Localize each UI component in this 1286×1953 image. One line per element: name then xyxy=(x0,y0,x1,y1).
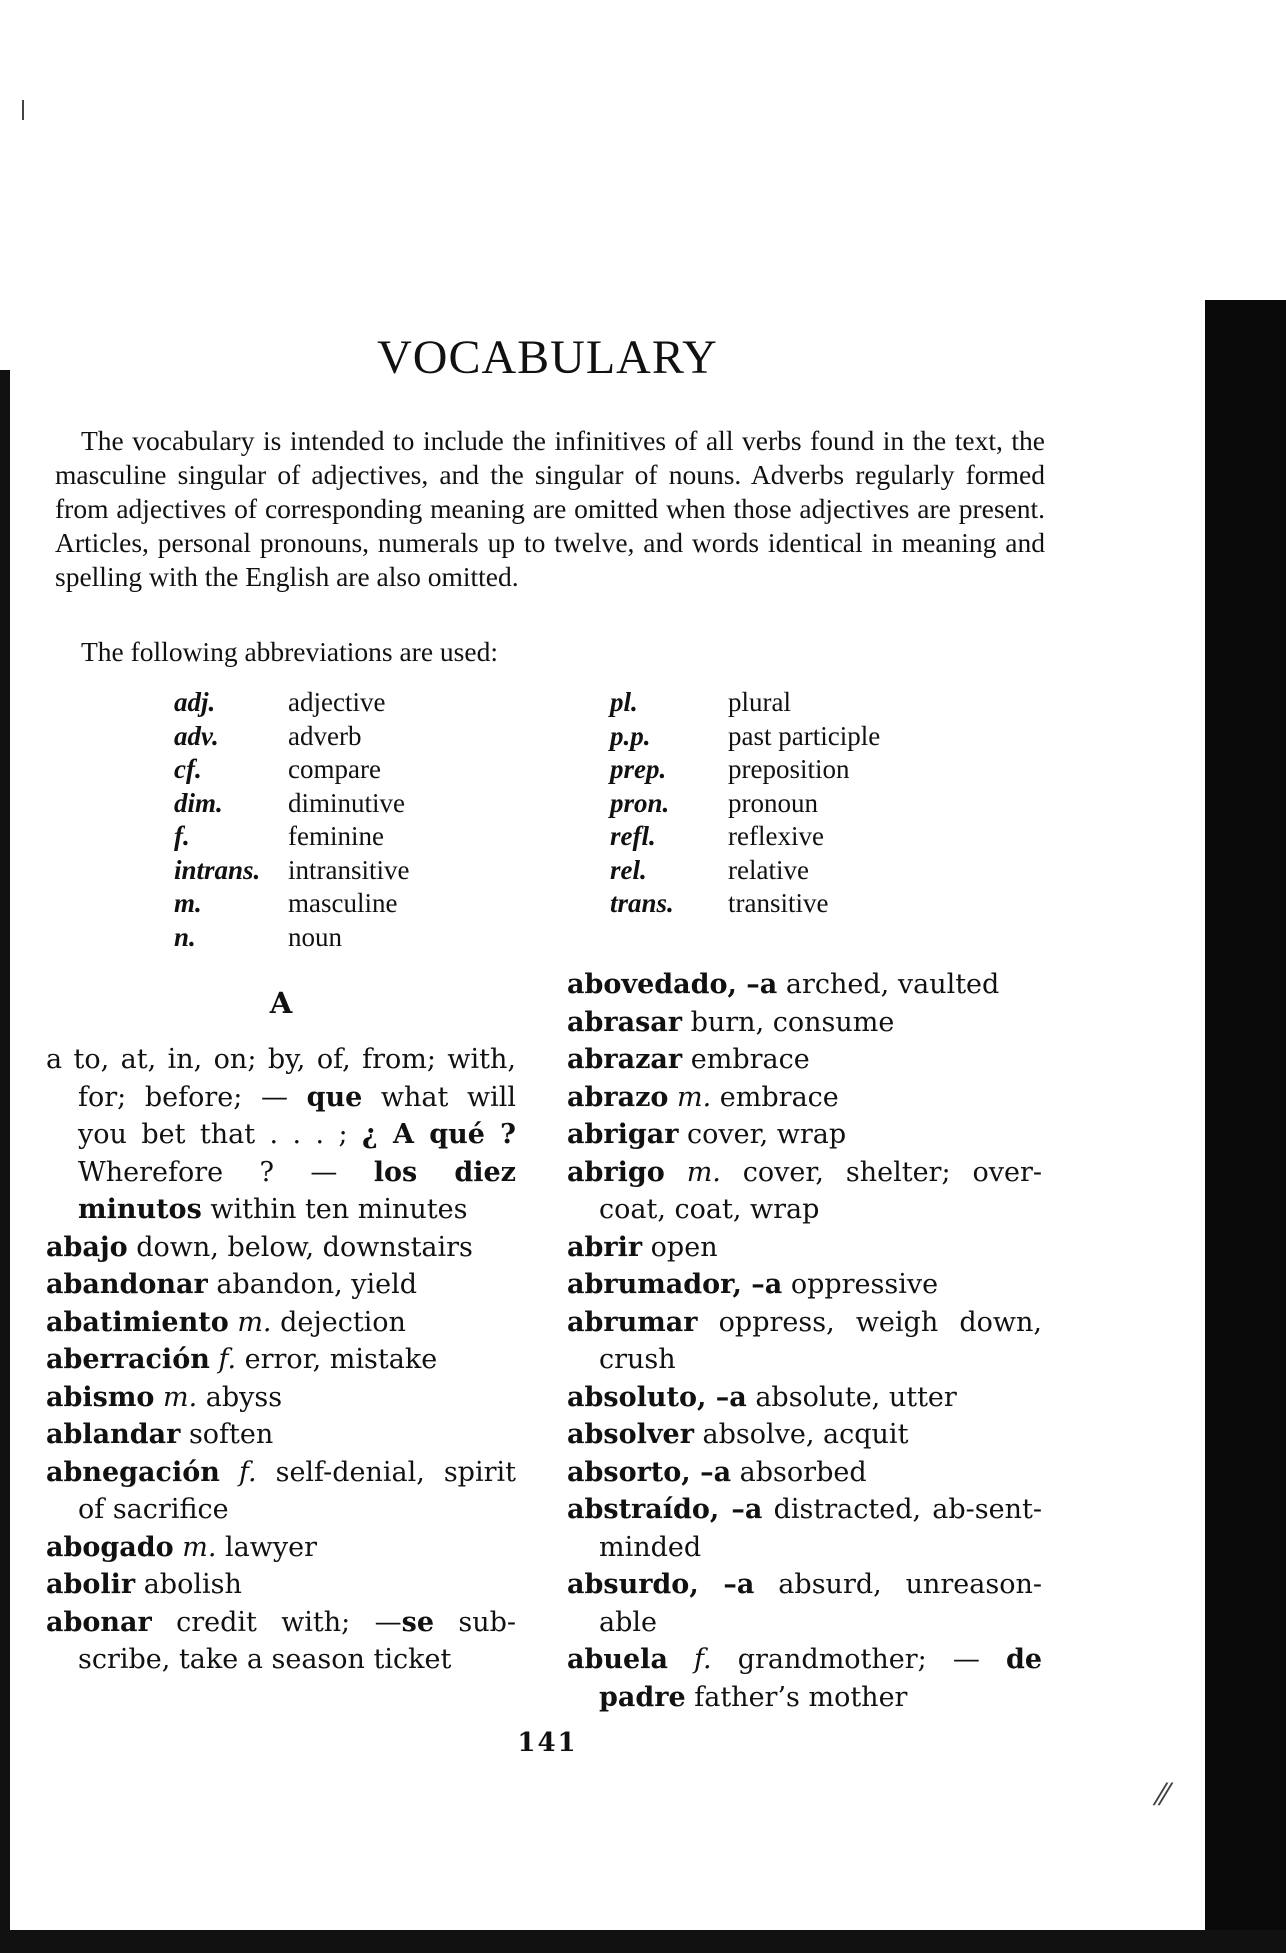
vocabulary-entry xyxy=(567,1566,1042,1641)
abbreviation-meaning: masculine xyxy=(288,888,398,918)
headword: abstraído, –a xyxy=(567,1494,763,1525)
vocabulary-entry xyxy=(46,1341,516,1379)
abbreviation: intrans. xyxy=(174,854,261,885)
definition-text: abandon, yield xyxy=(207,1269,418,1300)
definition-text: absolute, utter xyxy=(746,1381,957,1413)
definition-text: embrace xyxy=(711,1081,839,1113)
vocabulary-entry xyxy=(567,1379,1042,1417)
definition-text: self-denial, spirit of sacrifice xyxy=(78,1456,516,1525)
definition-text: cover, shelter; over-coat, coat, wrap xyxy=(599,1156,1042,1225)
headword: abajo xyxy=(46,1231,128,1263)
definition-text: error, mistake xyxy=(236,1344,438,1375)
definition-text xyxy=(668,1082,677,1113)
abbreviation-meaning: diminutive xyxy=(288,787,405,818)
abbreviation: p.p. xyxy=(610,720,651,751)
definition-text: arched, vaulted xyxy=(777,969,1000,1000)
definition-text: dejection xyxy=(271,1306,406,1338)
definition-text xyxy=(154,1382,163,1413)
grammar-tag: m. xyxy=(237,1306,272,1338)
abbreviation: adv. xyxy=(174,720,219,751)
abbreviation-row xyxy=(174,921,409,955)
abbreviations-column-2 xyxy=(610,686,880,921)
definition-text: what will you bet that . . . ; xyxy=(78,1081,516,1150)
abbreviation: rel. xyxy=(610,854,647,885)
vocabulary-column-right xyxy=(567,966,1042,1716)
definition-text: oppress, weigh down, crush xyxy=(599,1306,1042,1375)
headword: absoluto, –a xyxy=(567,1381,747,1413)
headword: abrazo xyxy=(567,1081,669,1113)
headword: aberración xyxy=(46,1344,210,1375)
abbreviation-row xyxy=(174,720,409,754)
abbreviation-meaning: noun xyxy=(288,921,342,952)
abbreviation-meaning: past participle xyxy=(728,720,881,751)
definition-text: credit with; — xyxy=(151,1606,402,1638)
definition-text: lawyer xyxy=(216,1531,318,1563)
abbreviation-row xyxy=(174,753,409,787)
headword: abrigo xyxy=(567,1156,665,1188)
definition-text: down, below, downstairs xyxy=(127,1231,473,1263)
abbreviation: m. xyxy=(174,888,202,918)
abbreviation: adj. xyxy=(174,687,216,717)
headword: abolir xyxy=(46,1569,136,1600)
abbreviation-row xyxy=(174,820,409,854)
scan-mark xyxy=(22,100,24,120)
headword: abrasar xyxy=(567,1006,683,1038)
vocabulary-entry xyxy=(46,1266,516,1304)
headword: que xyxy=(306,1081,363,1113)
headword: abismo xyxy=(46,1381,155,1413)
abbreviation-row xyxy=(610,686,880,720)
intro-paragraph xyxy=(55,424,1045,594)
abbreviations-intro: The following abbreviations are used: xyxy=(81,636,498,667)
vocabulary-entry xyxy=(567,1229,1042,1267)
headword: abandonar xyxy=(46,1269,208,1300)
scan-shadow-right xyxy=(1205,300,1286,1953)
page-number: 141 xyxy=(517,1728,578,1758)
definition-text: cover, wrap xyxy=(678,1119,847,1150)
abbreviation-meaning: adverb xyxy=(288,720,362,751)
abbreviation-meaning: plural xyxy=(728,687,791,717)
headword: absolver xyxy=(567,1419,694,1450)
abbreviation-row xyxy=(610,887,880,921)
headword: abrumar xyxy=(567,1306,698,1338)
abbreviation-row xyxy=(174,854,409,888)
definition-text: grandmother; — xyxy=(711,1644,1006,1675)
definition-text: to, at, in, on; by, of, from; with, for; before; — xyxy=(62,1044,516,1113)
definition-text: within ten minutes xyxy=(201,1194,468,1225)
headword: abogado xyxy=(46,1531,174,1563)
abbreviation: n. xyxy=(174,921,196,952)
definition-text: father’s mother xyxy=(685,1681,908,1713)
grammar-tag: m. xyxy=(163,1381,198,1413)
headword: abrumador, –a xyxy=(567,1269,783,1300)
vocabulary-entry xyxy=(46,1454,516,1529)
abbreviation-meaning: compare xyxy=(288,754,381,784)
vocabulary-entry xyxy=(46,1041,516,1229)
headword: los diez minutos xyxy=(78,1156,516,1225)
grammar-tag: m. xyxy=(182,1531,217,1563)
vocabulary-entry xyxy=(567,1304,1042,1379)
definition-text: oppressive xyxy=(782,1269,939,1300)
headword: absurdo, –a xyxy=(567,1569,755,1600)
headword: se xyxy=(401,1606,435,1638)
vocabulary-entry xyxy=(567,1079,1042,1117)
abbreviation: cf. xyxy=(174,754,202,784)
abbreviation-row xyxy=(610,854,880,888)
scan-shadow-bottom xyxy=(0,1930,1286,1953)
definition-text: embrace xyxy=(682,1044,810,1075)
abbreviation-row xyxy=(610,787,880,821)
vocabulary-entry xyxy=(567,1004,1042,1042)
scan-shadow-left xyxy=(0,370,10,1930)
page-title: VOCABULARY xyxy=(377,331,718,384)
scan-stray-mark: ⁄⁄ xyxy=(1158,1778,1169,1813)
abbreviations-column-1 xyxy=(174,686,409,954)
abbreviation-row xyxy=(174,887,409,921)
definition-text: absorbed xyxy=(731,1456,867,1488)
headword: de padre xyxy=(599,1644,1042,1713)
definition-text: absolve, acquit xyxy=(693,1419,909,1450)
vocabulary-entry xyxy=(46,1416,516,1454)
definition-text xyxy=(220,1457,239,1488)
abbreviation-row xyxy=(610,820,880,854)
definition-text: distracted, ab-sent-minded xyxy=(599,1494,1042,1563)
abbreviation-row xyxy=(174,787,409,821)
abbreviation-meaning: intransitive xyxy=(288,854,410,885)
grammar-tag: f. xyxy=(694,1644,712,1675)
vocabulary-entry xyxy=(567,1491,1042,1566)
abbreviation-row xyxy=(610,720,880,754)
vocabulary-entry xyxy=(567,1454,1042,1492)
definition-text: Wherefore ? — xyxy=(78,1156,374,1188)
vocabulary-entry xyxy=(46,1566,516,1604)
headword: ¿ A qué ? xyxy=(362,1119,516,1150)
abbreviation: refl. xyxy=(610,821,656,851)
abbreviation: prep. xyxy=(610,754,667,784)
headword: abnegación xyxy=(46,1456,220,1488)
vocabulary-entry xyxy=(46,1229,516,1267)
definition-text xyxy=(174,1532,183,1563)
abbreviation-meaning: reflexive xyxy=(728,821,824,851)
abbreviation-meaning: relative xyxy=(728,854,809,885)
abbreviation-meaning: feminine xyxy=(288,821,384,851)
headword: abuela xyxy=(567,1644,668,1675)
vocabulary-entry xyxy=(567,1266,1042,1304)
headword: abrir xyxy=(567,1231,643,1263)
abbreviation-meaning: transitive xyxy=(728,888,829,918)
headword: absorto, –a xyxy=(567,1456,732,1488)
headword: abonar xyxy=(46,1606,152,1638)
headword: abatimiento xyxy=(46,1306,229,1338)
definition-text: absurd, unreason-able xyxy=(599,1569,1042,1638)
vocabulary-entry xyxy=(567,1154,1042,1229)
headword: abrazar xyxy=(567,1044,683,1075)
vocabulary-entry xyxy=(567,1116,1042,1154)
grammar-tag: f. xyxy=(238,1456,257,1488)
abbreviation-row xyxy=(174,686,409,720)
abbreviation: trans. xyxy=(610,888,674,918)
grammar-tag: m. xyxy=(677,1081,712,1113)
abbreviation-meaning: preposition xyxy=(728,754,850,784)
definition-text: burn, consume xyxy=(682,1006,895,1038)
definition-text: open xyxy=(642,1231,718,1263)
abbreviation-meaning: adjective xyxy=(288,687,386,717)
vocabulary-entry xyxy=(46,1304,516,1342)
abbreviation-row xyxy=(610,753,880,787)
abbreviation: dim. xyxy=(174,787,223,818)
definition-text: a xyxy=(46,1044,63,1075)
definition-text: abyss xyxy=(197,1381,283,1413)
vocabulary-entry xyxy=(567,1416,1042,1454)
intro-text: The vocabulary is intended to include the infinitives of all verbs found in the text, the masculine singular of adjectives, and the singular of nouns. Adverbs regularly formed from adjectives of corresponding meaning are omitted when those adjectives are present. Articles, personal pronouns, numerals up to twelve, and words identical in meaning and spelling with the English are also omitted. xyxy=(55,425,1045,592)
vocabulary-column-left xyxy=(46,966,516,1679)
grammar-tag: f. xyxy=(218,1344,237,1375)
definition-text xyxy=(668,1644,694,1675)
vocabulary-entry xyxy=(46,1529,516,1567)
definition-text: abolish xyxy=(135,1569,242,1600)
headword: abovedado, –a xyxy=(567,969,778,1000)
vocabulary-entry xyxy=(567,1641,1042,1716)
abbreviation: pron. xyxy=(610,787,670,818)
definition-text xyxy=(665,1157,687,1188)
grammar-tag: m. xyxy=(686,1156,721,1188)
vocabulary-entry xyxy=(46,1604,516,1679)
abbreviation: pl. xyxy=(610,687,638,717)
abbreviation: f. xyxy=(174,821,190,851)
vocabulary-entry xyxy=(46,1379,516,1417)
section-letter: A xyxy=(269,986,293,1020)
headword: ablandar xyxy=(46,1419,181,1450)
vocabulary-entry xyxy=(567,966,1042,1004)
vocabulary-entry xyxy=(567,1041,1042,1079)
definition-text: sub-scribe, take a season ticket xyxy=(78,1606,517,1675)
abbreviation-meaning: pronoun xyxy=(728,787,818,818)
headword: abrigar xyxy=(567,1119,679,1150)
definition-text: soften xyxy=(180,1419,274,1450)
